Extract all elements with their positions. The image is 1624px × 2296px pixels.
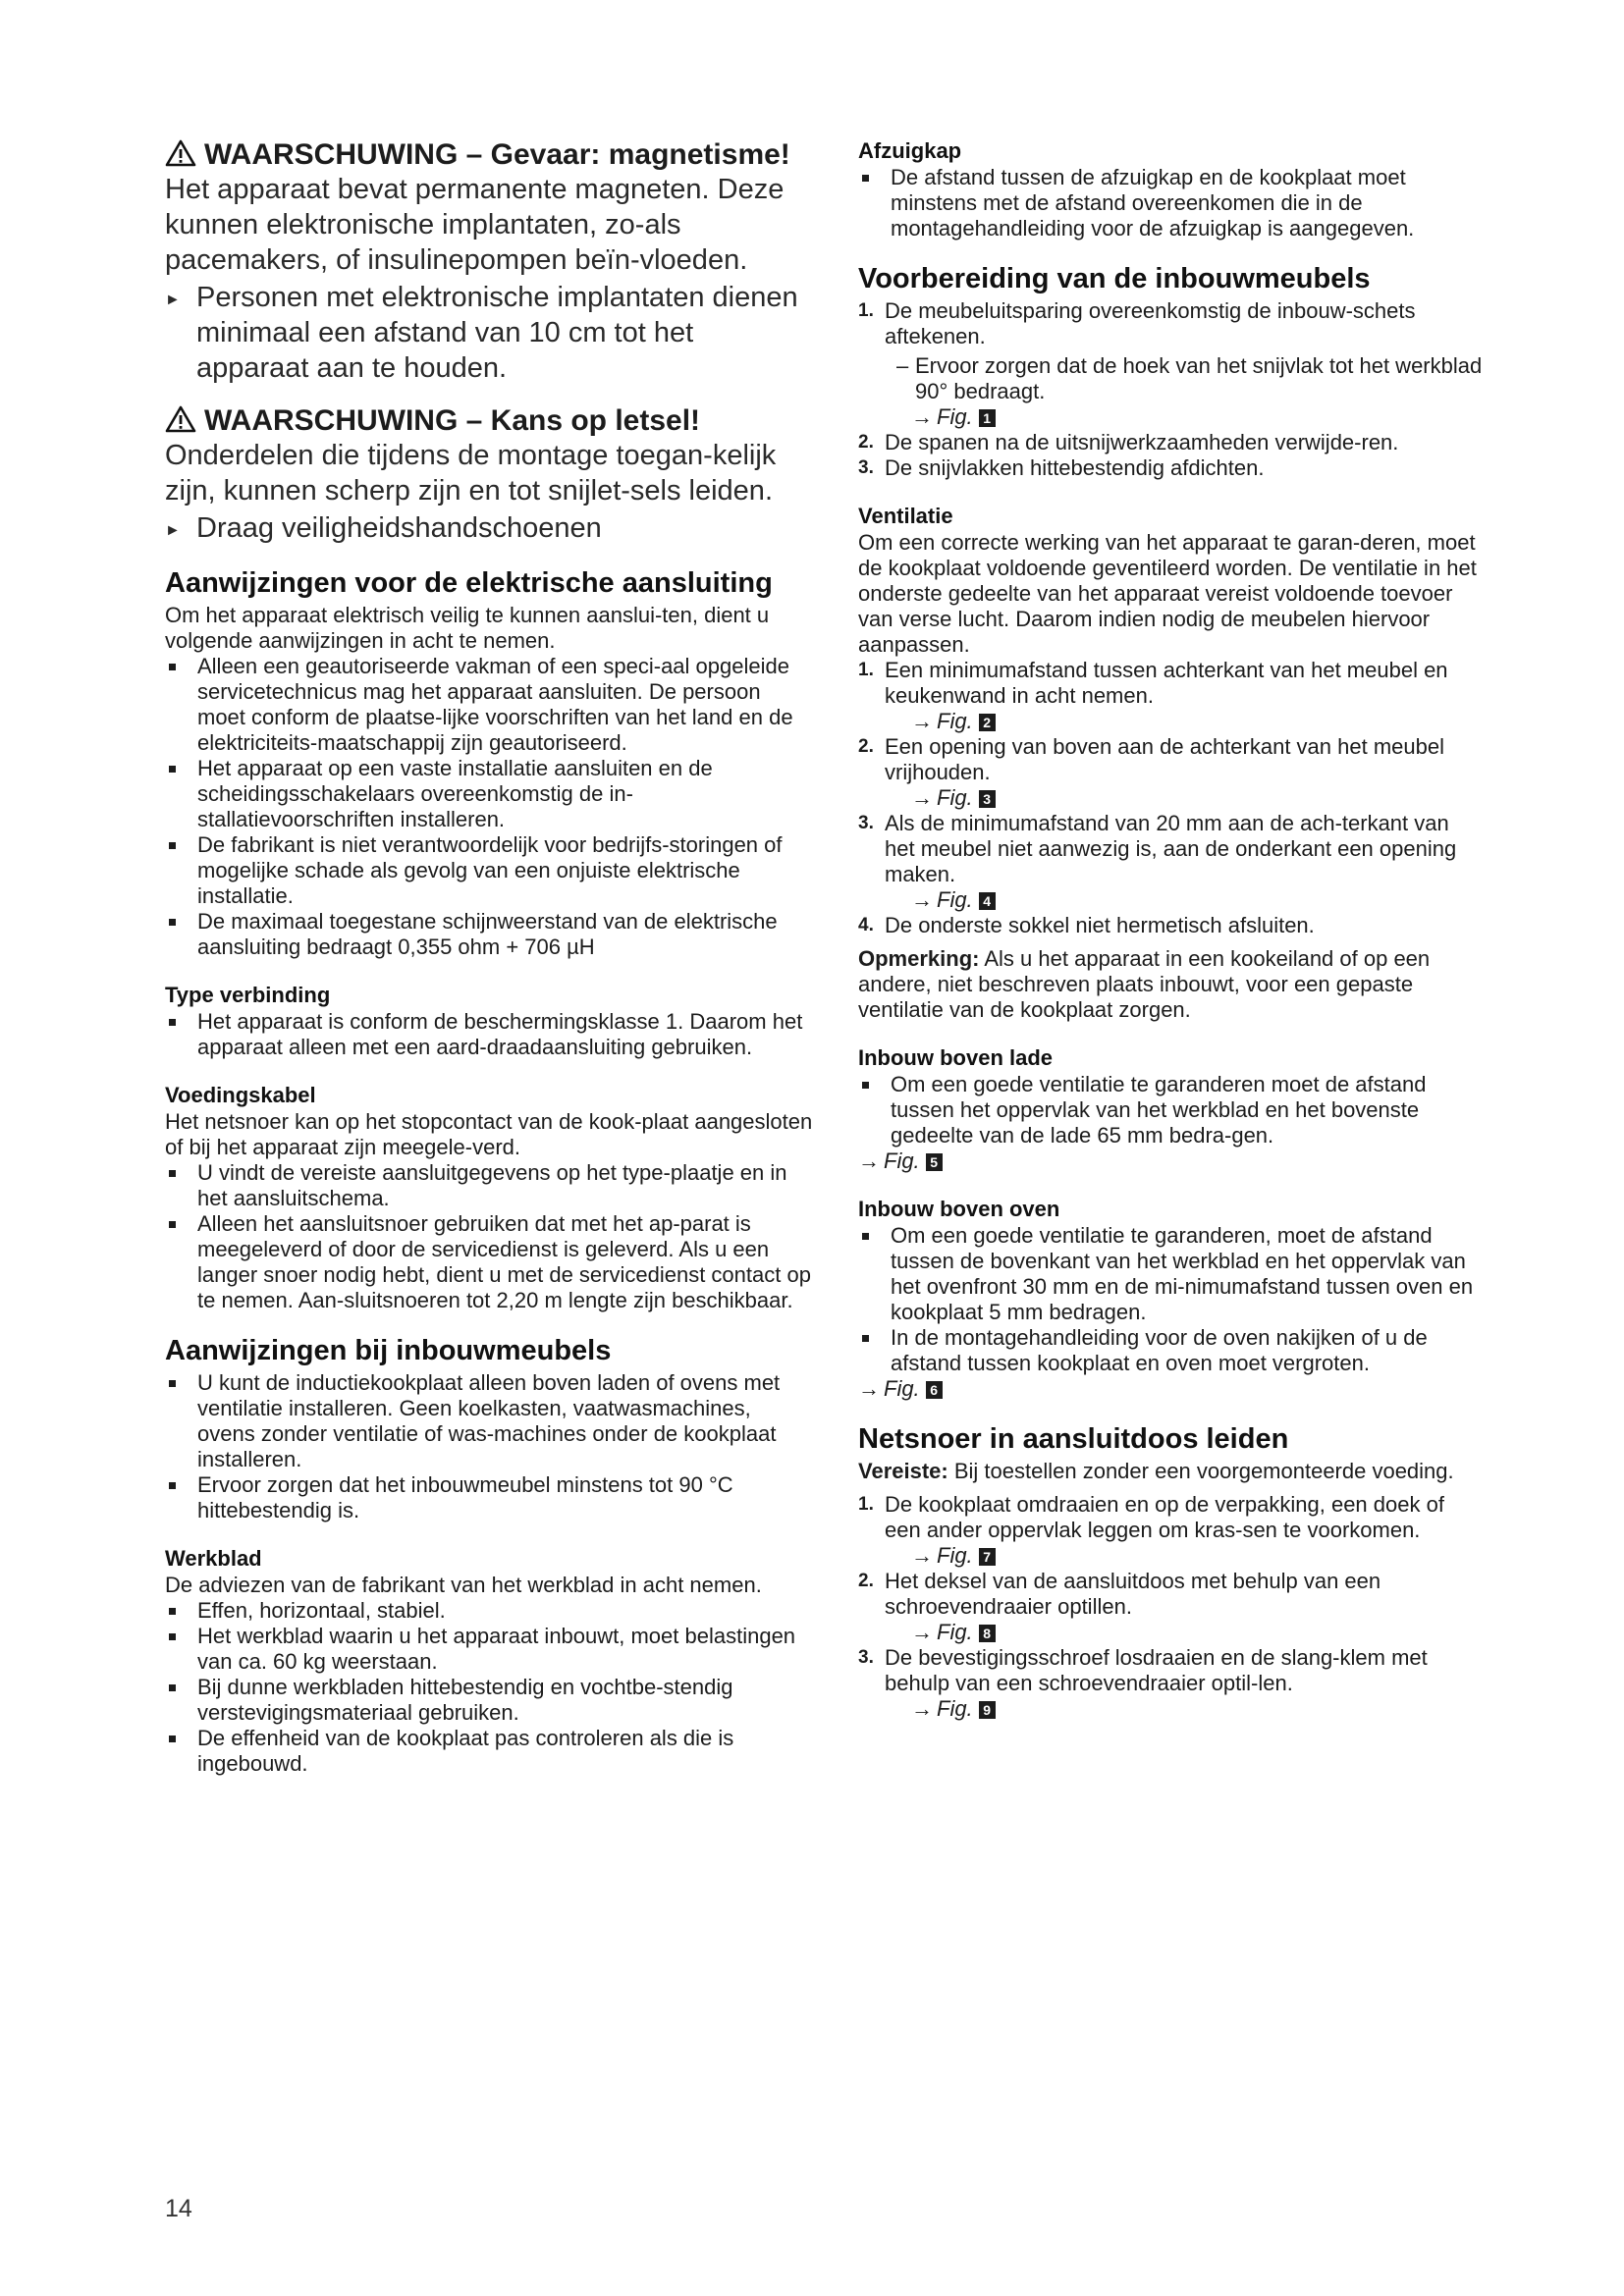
figure-reference: → Fig. 7 bbox=[885, 1543, 1483, 1569]
requirement-text: Bij toestellen zonder een voorgemonteerde voeding. bbox=[953, 1459, 1454, 1483]
warning-text: Onderdelen die tijdens de montage toegan-kelijk zijn, kunnen scherp zijn en tot snijlet-sels leiden. bbox=[165, 440, 777, 507]
bullet-list bbox=[858, 1223, 1483, 1376]
section-intro: Het netsnoer kan op het stopcontact van de kook-plaat aangesloten of bij het apparaat zijn meegele-verd. bbox=[165, 1109, 813, 1159]
section-hood bbox=[858, 137, 1483, 241]
list-item: De effenheid van de kookplaat pas controleren als die is ingebouwd. bbox=[165, 1726, 813, 1777]
numbered-list bbox=[858, 1492, 1483, 1722]
figure-number-badge: 5 bbox=[926, 1153, 943, 1171]
figure-number-badge: 6 bbox=[926, 1381, 943, 1399]
warning-injury bbox=[165, 403, 813, 546]
list-item: Om een goede ventilatie te garanderen moet de afstand tussen het oppervlak van het werkblad en het bovenste gedeelte van de lade 65 mm bedra-gen. bbox=[858, 1072, 1483, 1148]
section-heading: Aanwijzingen bij inbouwmeubels bbox=[165, 1335, 612, 1366]
subsection-heading: Inbouw boven oven bbox=[858, 1197, 1060, 1221]
arrow-right-icon: → bbox=[858, 1148, 880, 1173]
section-intro: De adviezen van de fabrikant van het werkblad in acht nemen. bbox=[165, 1573, 762, 1597]
subsection-heading: Werkblad bbox=[165, 1546, 262, 1571]
list-item: 3. De bevestigingsschroef losdraaien en de slang-klem met behulp van een schroevendraaier optil-len. → Fig. 9 bbox=[858, 1645, 1483, 1722]
figure-number-badge: 2 bbox=[979, 714, 996, 731]
bullet-list bbox=[165, 654, 813, 960]
bullet-list bbox=[165, 1009, 813, 1060]
bullet-list bbox=[165, 1160, 813, 1313]
list-item: 2. Een opening van boven aan de achterkant van het meubel vrijhouden. → Fig. 3 bbox=[858, 734, 1483, 811]
figure-reference: → Fig. 4 bbox=[885, 887, 1483, 913]
requirement-label: Vereiste: bbox=[858, 1459, 948, 1483]
figure-number-badge: 4 bbox=[979, 892, 996, 910]
list-item: In de montagehandleiding voor de oven nakijken of u de afstand tussen kookplaat en oven moet vergroten. bbox=[858, 1325, 1483, 1376]
section-installation bbox=[165, 1335, 813, 1523]
note bbox=[858, 946, 1483, 1023]
subsection-heading: Ventilatie bbox=[858, 504, 953, 528]
note-text: Als u het apparaat in een kookeiland of op een andere, niet beschreven plaats inbouwt, voor een gepaste ventilatie van de kookplaat zorgen. bbox=[858, 946, 1431, 1022]
list-item: De maximaal toegestane schijnweerstand van de elektrische aansluiting bedraagt 0,355 ohm + 706 µH bbox=[165, 909, 813, 960]
list-item: Om een goede ventilatie te garanderen, moet de afstand tussen de bovenkant van het werkblad en het oppervlak van het ovenfront 30 mm en de mi-nimumafstand tussen oven en kookplaat 5 mm bedragen. bbox=[858, 1223, 1483, 1325]
section-electrical bbox=[165, 567, 813, 960]
list-item: De afstand tussen de afzuigkap en de kookplaat moet minstens met de afstand overeenkomen die in de montagehandleiding voor de afzuigkap is aangegeven. bbox=[858, 165, 1483, 241]
list-item: Ervoor zorgen dat het inbouwmeubel minstens tot 90 °C hittebestendig is. bbox=[165, 1472, 813, 1523]
section-connection-type bbox=[165, 982, 813, 1060]
sub-step: – Ervoor zorgen dat de hoek van het snijvlak tot het werkblad 90° bedraagt. bbox=[896, 353, 1483, 403]
list-item: Effen, horizontaal, stabiel. bbox=[165, 1598, 813, 1624]
bullet-list bbox=[165, 1598, 813, 1777]
note-label: Opmerking: bbox=[858, 946, 980, 971]
list-item: 1. De meubeluitsparing overeenkomstig de inbouw-schets aftekenen. – Ervoor zorgen dat de hoek van het snijvlak tot het werkblad 90° bedraagt. → Fig. 1 bbox=[858, 298, 1483, 429]
section-intro: Om het apparaat elektrisch veilig te kunnen aanslui-ten, dient u volgende aanwijzingen in acht te nemen. bbox=[165, 603, 770, 653]
right-column bbox=[858, 137, 1483, 1722]
list-item: 1. De kookplaat omdraaien en op de verpakking, een doek of een ander oppervlak leggen om kras-sen te voorkomen. → Fig. 7 bbox=[858, 1492, 1483, 1569]
section-above-oven bbox=[858, 1196, 1483, 1402]
figure-number-badge: 9 bbox=[979, 1701, 996, 1719]
arrow-right-icon: → bbox=[911, 887, 933, 912]
list-item: U vindt de vereiste aansluitgegevens op het type-plaatje en in het aansluitschema. bbox=[165, 1160, 813, 1211]
figure-number-badge: 3 bbox=[979, 790, 996, 808]
subsection-heading: Type verbinding bbox=[165, 983, 331, 1007]
warning-step: ► Personen met elektronische implantaten dienen minimaal een afstand van 10 cm tot het apparaat aan te houden. bbox=[165, 282, 798, 384]
section-heading: Voorbereiding van de inbouwmeubels bbox=[858, 263, 1371, 294]
figure-reference: → Fig. 9 bbox=[885, 1696, 1483, 1722]
section-heading: Netsnoer in aansluitdoos leiden bbox=[858, 1423, 1289, 1455]
subsection-heading: Inbouw boven lade bbox=[858, 1045, 1054, 1070]
list-item: Het apparaat op een vaste installatie aansluiten en de scheidingsschakelaars overeenkomstig de in-stallatievoorschriften installeren. bbox=[165, 756, 813, 832]
figure-reference: → Fig. 1 bbox=[885, 404, 1483, 430]
section-ventilation bbox=[858, 503, 1483, 1023]
bullet-list bbox=[858, 1072, 1483, 1148]
section-above-drawer bbox=[858, 1044, 1483, 1174]
figure-reference: → Fig. 2 bbox=[885, 709, 1483, 734]
list-item: Het werkblad waarin u het apparaat inbouwt, moet belastingen van ca. 60 kg weerstaan. bbox=[165, 1624, 813, 1675]
list-item: 2. De spanen na de uitsnijwerkzaamheden verwijde-ren. bbox=[858, 430, 1399, 454]
arrow-right-icon: → bbox=[911, 709, 933, 733]
section-heading: Aanwijzingen voor de elektrische aansluiting bbox=[165, 567, 773, 599]
arrow-right-icon: → bbox=[911, 1620, 933, 1644]
arrow-right-icon: → bbox=[911, 1696, 933, 1721]
warning-title: WAARSCHUWING – Kans op letsel! bbox=[204, 404, 701, 437]
step-arrow-icon: ► bbox=[165, 292, 181, 308]
left-column bbox=[165, 137, 813, 1777]
arrow-right-icon: → bbox=[911, 404, 933, 429]
list-item: Het apparaat is conform de beschermingsklasse 1. Daarom het apparaat alleen met een aard-draadaansluiting gebruiken. bbox=[165, 1009, 813, 1060]
list-item: 3. De snijvlakken hittebestendig afdichten. bbox=[858, 455, 1265, 480]
section-cable-routing bbox=[858, 1423, 1483, 1722]
list-item: 2. Het deksel van de aansluitdoos met behulp van een schroevendraaier optillen. → Fig. 8 bbox=[858, 1569, 1483, 1645]
subsection-heading: Voedingskabel bbox=[165, 1083, 316, 1107]
list-item: Bij dunne werkbladen hittebestendig en vochtbe-stendig verstevigingsmateriaal gebruiken. bbox=[165, 1675, 813, 1726]
figure-number-badge: 8 bbox=[979, 1625, 996, 1642]
warning-step: ► Draag veiligheidshandschoenen bbox=[165, 510, 813, 546]
warning-triangle-icon bbox=[165, 139, 196, 167]
numbered-list bbox=[858, 298, 1483, 481]
section-power-cable bbox=[165, 1082, 813, 1313]
arrow-right-icon: → bbox=[911, 1543, 933, 1568]
warning-triangle-icon bbox=[165, 405, 196, 433]
subsection-heading: Afzuigkap bbox=[858, 138, 962, 163]
arrow-right-icon: → bbox=[911, 785, 933, 810]
list-item: 1. Een minimumafstand tussen achterkant van het meubel en keukenwand in acht nemen. → Fig. 2 bbox=[858, 658, 1483, 734]
warning-text: Het apparaat bevat permanente magneten. Deze kunnen elektronische implantaten, zo-als pacemakers, of insulinepompen beïn-vloeden. bbox=[165, 174, 785, 276]
bullet-list bbox=[165, 1370, 813, 1523]
figure-number-badge: 7 bbox=[979, 1548, 996, 1566]
list-item: De fabrikant is niet verantwoordelijk voor bedrijfs-storingen of mogelijke schade als gevolg van een onjuiste elektrische installatie. bbox=[165, 832, 813, 909]
page-number: 14 bbox=[165, 2195, 192, 2222]
figure-reference: → Fig. 5 bbox=[858, 1148, 1483, 1174]
figure-reference: → Fig. 8 bbox=[885, 1620, 1483, 1645]
warning-title: WAARSCHUWING – Gevaar: magnetisme! bbox=[204, 138, 790, 171]
section-worktop bbox=[165, 1545, 813, 1777]
requirement bbox=[858, 1459, 1483, 1484]
arrow-right-icon: → bbox=[858, 1376, 880, 1401]
figure-reference: → Fig. 6 bbox=[858, 1376, 1483, 1402]
section-intro: Om een correcte werking van het apparaat te garan-deren, moet de kookplaat voldoende geventileerd worden. De ventilatie in het onderste gedeelte van het apparaat vereist voldoende toevoer van verse lucht. Daarom indien nodig de meubelen hiervoor aanpassen. bbox=[858, 530, 1477, 657]
figure-number-badge: 1 bbox=[979, 409, 996, 427]
list-item: 4. De onderste sokkel niet hermetisch afsluiten. bbox=[858, 913, 1315, 937]
section-preparation bbox=[858, 263, 1483, 481]
step-arrow-icon: ► bbox=[165, 522, 181, 539]
list-item: U kunt de inductiekookplaat alleen boven laden of ovens met ventilatie installeren. Geen koelkasten, vaatwasmachines, ovens zonder ventilatie of was-machines onder de kookplaat installeren. bbox=[165, 1370, 813, 1472]
list-item: Alleen een geautoriseerde vakman of een speci-aal opgeleide servicetechnicus mag het apparaat aansluiten. De persoon moet conform de plaatse-lijke voorschriften van het land en de elektriciteits-maatschappij zijn geautoriseerd. bbox=[165, 654, 813, 756]
figure-reference: → Fig. 3 bbox=[885, 785, 1483, 811]
list-item: 3. Als de minimumafstand van 20 mm aan de ach-terkant van het meubel niet aanwezig is, aan de onderkant een opening maken. → Fig. 4 bbox=[858, 811, 1483, 913]
list-item: Alleen het aansluitsnoer gebruiken dat met het ap-parat is meegeleverd of door de servicedienst is geleverd. Als u een langer snoer nodig hebt, dient u met de servicedienst contact op te nemen. Aan-sluitsnoeren tot 2,20 m lengte zijn beschikbaar. bbox=[165, 1211, 813, 1313]
bullet-list bbox=[858, 165, 1483, 241]
warning-magnetism bbox=[165, 137, 813, 386]
numbered-list bbox=[858, 658, 1483, 938]
